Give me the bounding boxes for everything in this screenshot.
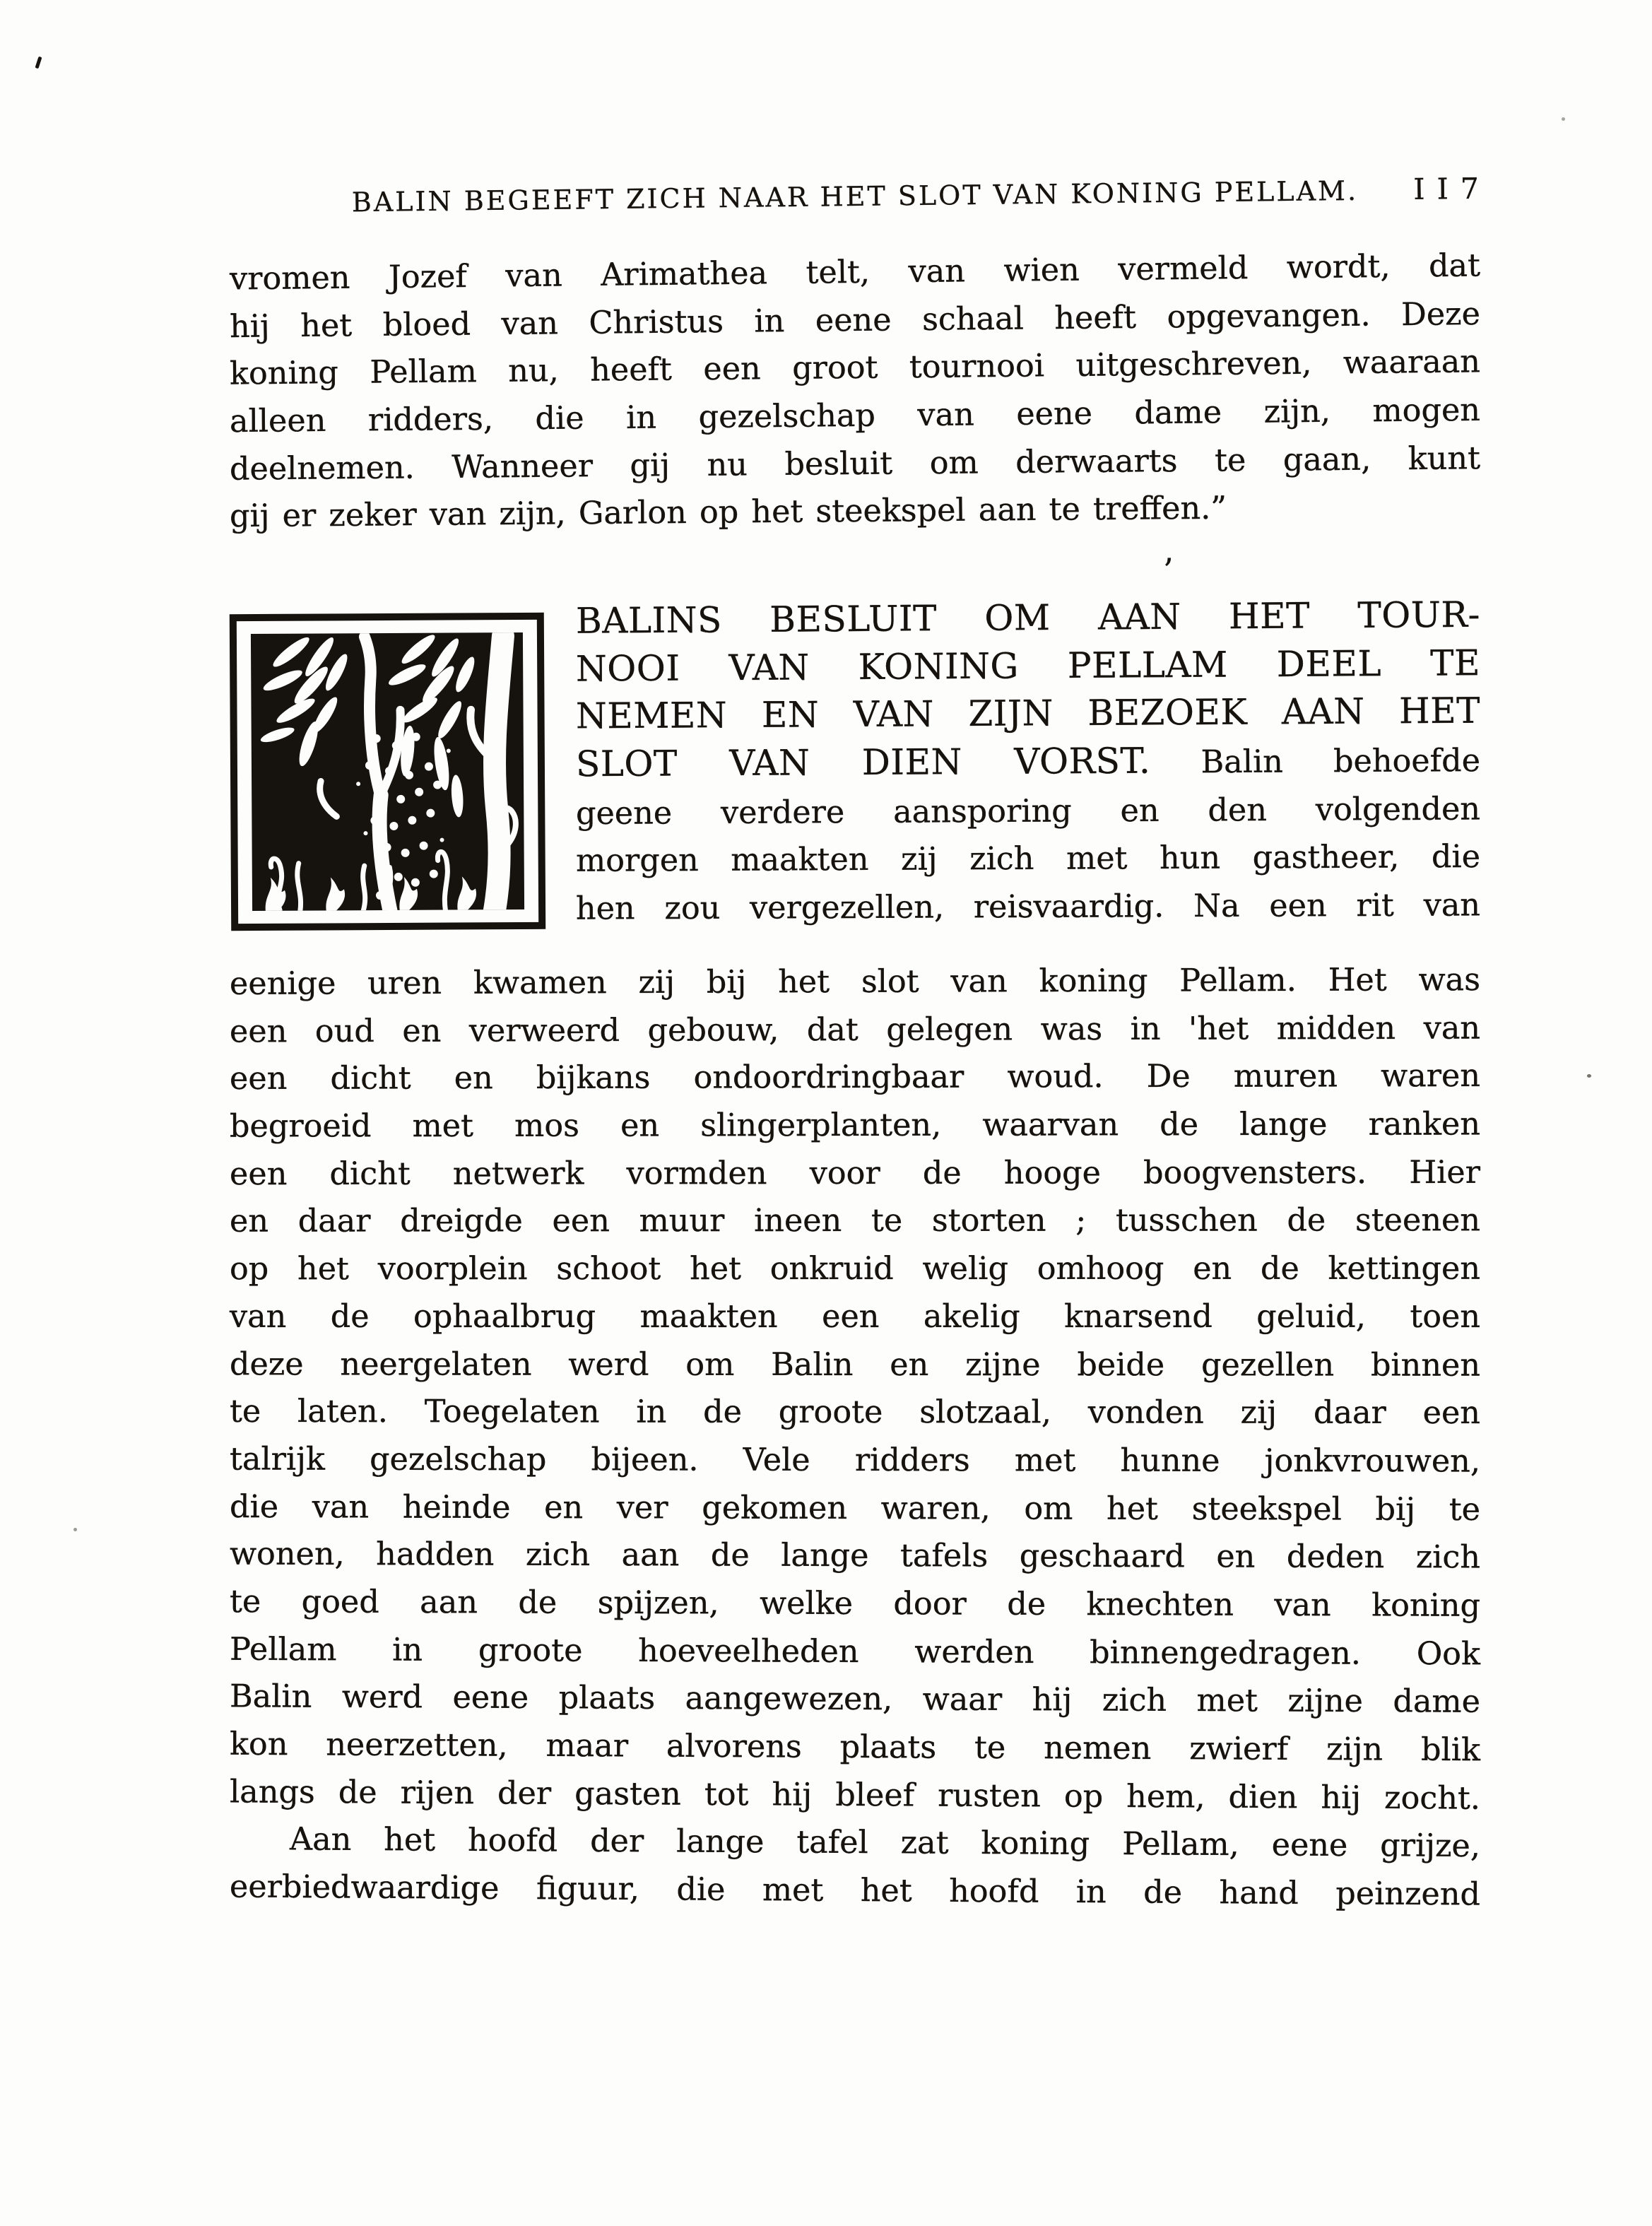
text-line: te laten. Toegelaten in de groote slotzaal, vonden zij daar een: [229, 1394, 1481, 1432]
text-line: deelnemen. Wanneer gij nu besluit om derwaarts te gaan, kunt: [229, 440, 1481, 488]
heading-caps: NOOI VAN KONING PELLAM DEEL TE: [575, 642, 1481, 690]
text-line: kon neerzetten, maar alvorens plaats te nemen zwierf zijn blik: [229, 1726, 1481, 1769]
paragraph-final: [230, 1819, 1480, 1914]
text-line: die van heinde en ver gekomen waren, om het steekspel bij te: [229, 1488, 1481, 1528]
text-line: [230, 641, 1480, 697]
scan-artifact-tick: [35, 57, 42, 69]
text-line: talrijk gezelschap bijeen. Vele ridders met hunne jonkvrouwen,: [229, 1441, 1481, 1480]
section-heading-paragraph: [230, 594, 1481, 932]
text-line: Aan het hoofd der lange tafel zat koning Pellam, eene grijze,: [289, 1821, 1481, 1865]
text-line: alleen ridders, die in gezelschap van eene dame zijn, mogen: [229, 391, 1481, 440]
text-line: [230, 785, 1480, 840]
section-balins-besluit: [230, 594, 1481, 932]
text-line: Balin werd eene plaats aangewezen, waar hij zich met zijne dame: [229, 1678, 1481, 1721]
text-line: [230, 833, 1480, 887]
running-head-title: BALIN BEGEEFT ZICH NAAR HET SLOT VAN KONING PELLAM.: [351, 175, 1359, 218]
text-line: vromen Jozef van Arimathea telt, van wien vermeld wordt, dat: [229, 247, 1481, 298]
scan-artifact-apostrophe: ’: [1163, 551, 1174, 589]
text-line: koning Pellam nu, heeft een groot tournooi uitgeschreven, waaraan: [229, 343, 1481, 392]
text-line: op het voorplein schoot het onkruid welig omhoog en de kettingen: [229, 1250, 1481, 1288]
text-line: begroeid met mos en slingerplanten, waarvan de lange ranken: [229, 1106, 1481, 1145]
text-line: [230, 882, 1480, 935]
heading-caps: BALINS BESLUIT OM AAN HET TOUR-: [575, 594, 1481, 642]
heading-text: Balin behoefde: [1200, 743, 1481, 781]
scan-speck: [73, 1528, 77, 1531]
text-line: eerbiedwaardige figuur, die met het hoofd in de hand peinzend: [229, 1868, 1481, 1913]
heading-text: hen zou vergezellen, reisvaardig. Na een rit van: [575, 887, 1481, 927]
text-line: een dicht en bijkans ondoordringbaar woud. De muren waren: [229, 1058, 1481, 1097]
text-line: langs de rijen der gasten tot hij bleef rusten op hem, dien hij zocht.: [229, 1774, 1481, 1817]
heading-caps: NEMEN EN VAN ZIJN BEZOEK AAN HET: [575, 690, 1481, 737]
text-line: en daar dreigde een muur ineen te storten ; tusschen de steenen: [229, 1202, 1481, 1240]
scan-speck: [1587, 1074, 1591, 1078]
running-head: [230, 171, 1481, 226]
text-line: [230, 593, 1480, 649]
page-number: I I 7: [1413, 171, 1481, 206]
text-line: een dicht netwerk vormden voor de hooge boogvensters. Hier: [229, 1154, 1481, 1192]
text-line: deze neergelaten werd om Balin en zijne beide gezellen binnen: [229, 1345, 1481, 1384]
text-line: Pellam in groote hoeveelheden werden binnengedragen. Ook: [229, 1631, 1481, 1672]
heading-text: geene verdere aansporing en den volgenden: [575, 791, 1481, 832]
text-line: van de ophaalbrug maakten een akelig knarsend geluid, toen: [229, 1298, 1481, 1336]
text-line: gij er zeker van zijn, Garlon op het steekspel aan te treffen.”: [229, 490, 1227, 535]
text-line: [230, 737, 1480, 792]
paragraph-intro: [230, 249, 1480, 536]
text-line: [230, 689, 1480, 744]
text-line: een oud en verweerd gebouw, dat gelegen was in 'het midden van: [229, 1010, 1481, 1050]
heading-caps: SLOT VAN DIEN VORST.: [575, 740, 1151, 785]
text-line: eenige uren kwamen zij bij het slot van koning Pellam. Het was: [229, 962, 1481, 1002]
text-line: wonen, hadden zich aan de lange tafels geschaard en deden zich: [229, 1536, 1481, 1576]
scan-speck: [1562, 117, 1565, 121]
text-line: hij het bloed van Christus in eene schaal heeft opgevangen. Deze: [229, 295, 1481, 345]
text-line: te goed aan de spijzen, welke door de knechten van koning: [229, 1584, 1481, 1624]
heading-text: morgen maakten zij zich met hun gastheer, die: [575, 839, 1481, 880]
paragraph-main: [230, 958, 1480, 1819]
